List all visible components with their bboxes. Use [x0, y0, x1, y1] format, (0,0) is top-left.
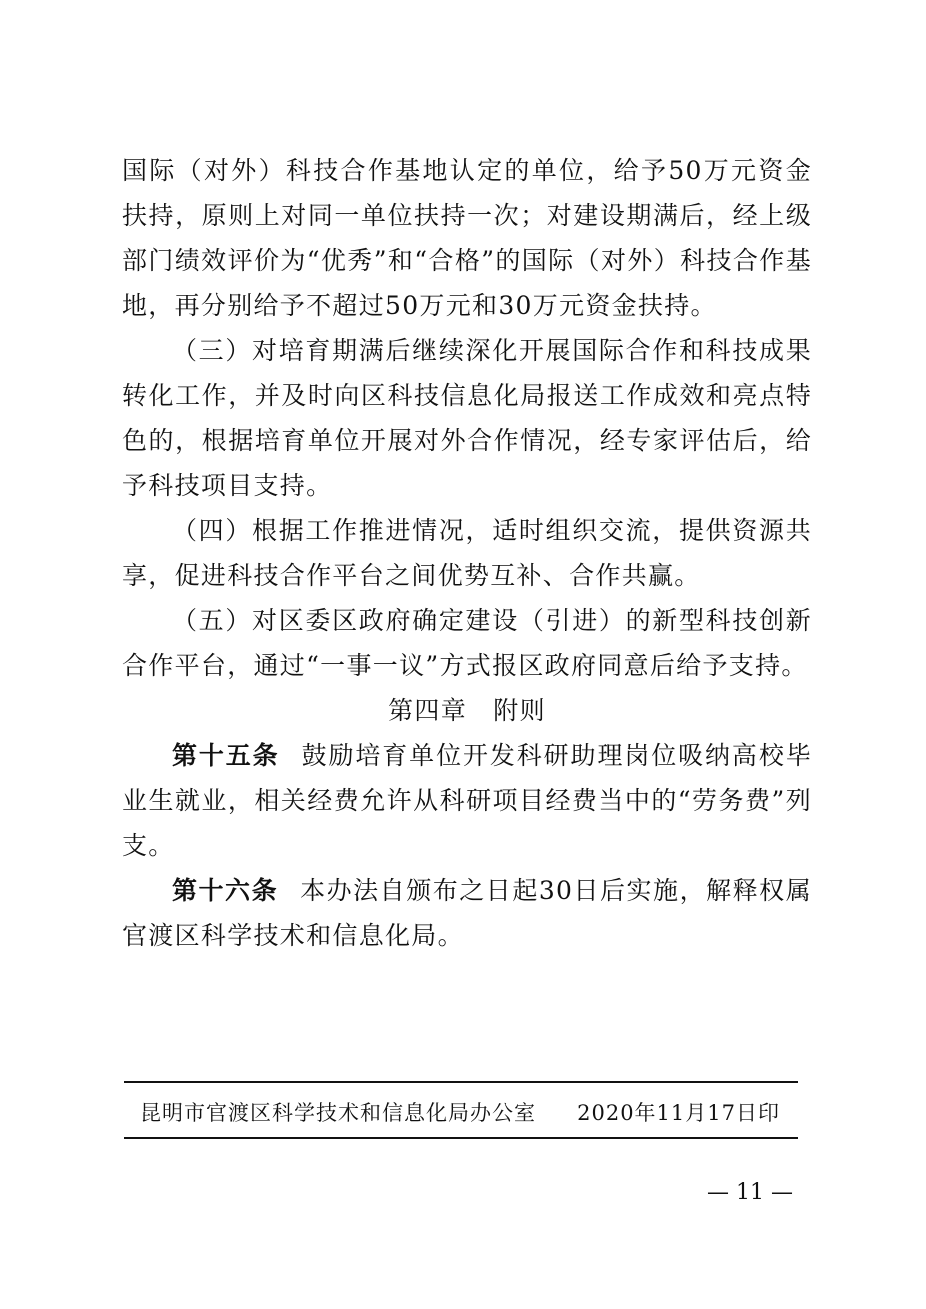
article-16-label: 第十六条 [172, 876, 279, 905]
article-16-text: 本办法自颁布之日起30日后实施，解释权属官渡区科学技术和信息化局。 [122, 876, 812, 950]
article-16 [122, 868, 812, 958]
article-15-label: 第十五条 [172, 741, 280, 770]
imprint-line [140, 1097, 790, 1127]
paragraph-continuation: 国际（对外）科技合作基地认定的单位，给予50万元资金扶持，原则上对同一单位扶持一次；对建设期满后，经上级部门绩效评价为“优秀”和“合格”的国际（对外）科技合作基地，再分别给予不超过50万元和30万元资金扶持。 [122, 156, 812, 320]
paragraph-item-3: （三）对培育期满后继续深化开展国际合作和科技成果转化工作，并及时向区科技信息化局报送工作成效和亮点特色的，根据培育单位开展对外合作情况，经专家评估后，给予科技项目支持。 [122, 336, 812, 500]
paragraph-item-4: （四）根据工作推进情况，适时组织交流，提供资源共享，促进科技合作平台之间优势互补、合作共赢。 [122, 516, 812, 590]
paragraph-item-5: （五）对区委区政府确定建设（引进）的新型科技创新合作平台，通过“一事一议”方式报区政府同意后给予支持。 [122, 606, 812, 680]
imprint-date: 2020年11月17日印 [577, 1101, 780, 1125]
imprint-bottom-rule [124, 1137, 798, 1139]
chapter-heading: 第四章 附则 [388, 696, 546, 725]
article-15-text: 鼓励培育单位开发科研助理岗位吸纳高校毕业生就业，相关经费允许从科研项目经费当中的“劳务费”列支。 [122, 741, 813, 860]
article-15 [122, 733, 812, 868]
imprint-top-rule [124, 1081, 798, 1083]
page-number: — 11 — [707, 1180, 793, 1205]
imprint-issuer: 昆明市官渡区科学技术和信息化局办公室 [140, 1101, 536, 1125]
document-body [122, 148, 812, 958]
